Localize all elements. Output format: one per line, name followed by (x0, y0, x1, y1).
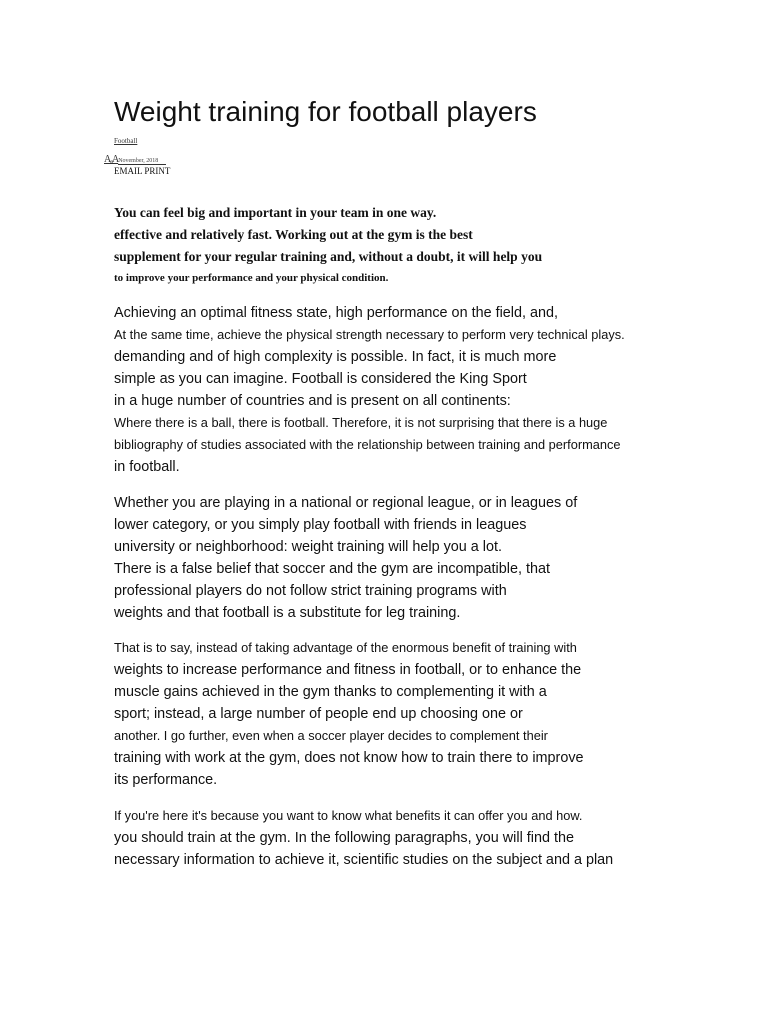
body-paragraph (114, 637, 584, 791)
paragraph-line: muscle gains achieved in the gym thanks to complementing it with a (114, 684, 547, 700)
paragraph-line: That is to say, instead of taking advantage of the enormous benefit of training with (114, 640, 577, 655)
intro-line: effective and relatively fast. Working out at the gym is the best (114, 227, 473, 242)
paragraph-line: necessary information to achieve it, scientific studies on the subject and a plan (114, 852, 614, 868)
body-paragraph (114, 492, 577, 624)
paragraph-line: sport; instead, a large number of people end up choosing one or (114, 706, 523, 722)
paragraph-line: bibliography of studies associated with the relationship between training and performance (114, 437, 621, 452)
intro-line: supplement for your regular training and, without a doubt, it will help you (114, 249, 543, 264)
paragraph-line: Whether you are playing in a national or regional league, or in leagues of (114, 495, 578, 511)
paragraph-line: training with work at the gym, does not know how to train there to improve (114, 750, 584, 766)
paragraph-line: another. I go further, even when a soccer player decides to complement their (114, 728, 548, 743)
paragraph-line: university or neighborhood: weight training will help you a lot. (114, 539, 502, 555)
article-title: Weight training for football players (114, 96, 537, 127)
paragraph-line: At the same time, achieve the physical strength necessary to perform very technical plays. (114, 327, 625, 342)
paragraph-line: weights and that football is a substitute for leg training. (114, 605, 461, 621)
paragraph-line: you should train at the gym. In the following paragraphs, you will find the (114, 830, 574, 846)
intro-line: to improve your performance and your physical condition. (114, 272, 389, 284)
paragraph-line: its performance. (114, 772, 218, 788)
body-paragraph (114, 805, 613, 871)
paragraph-line: Achieving an optimal fitness state, high performance on the field, and, (114, 305, 558, 321)
paragraph-line: professional players do not follow strict training programs with (114, 583, 507, 599)
body-paragraph (114, 302, 625, 478)
paragraph-line: in football. (114, 459, 180, 475)
share-actions (114, 165, 170, 177)
paragraph-line: Where there is a ball, there is football. Therefore, it is not surprising that there is a huge (114, 415, 608, 430)
intro-line: You can feel big and important in your team in one way. (114, 205, 437, 220)
paragraph-line: There is a false belief that soccer and the gym are incompatible, that (114, 561, 550, 577)
paragraph-line: lower category, or you simply play football with friends in leagues (114, 517, 527, 533)
publish-date: November, 2018 (118, 158, 166, 165)
paragraph-line: simple as you can imagine. Football is considered the King Sport (114, 371, 527, 387)
font-size-icon[interactable]: AₐA (104, 154, 119, 165)
paragraph-line: weights to increase performance and fitness in football, or to enhance the (114, 662, 582, 678)
article-intro (114, 202, 542, 288)
paragraph-line: If you're here it's because you want to know what benefits it can offer you and how. (114, 808, 583, 823)
paragraph-line: in a huge number of countries and is present on all continents: (114, 393, 511, 409)
print-button[interactable]: PRINT (144, 166, 171, 176)
category-link[interactable]: Football (114, 137, 138, 145)
email-button[interactable]: EMAIL (114, 166, 143, 176)
paragraph-line: demanding and of high complexity is possible. In fact, it is much more (114, 349, 557, 365)
